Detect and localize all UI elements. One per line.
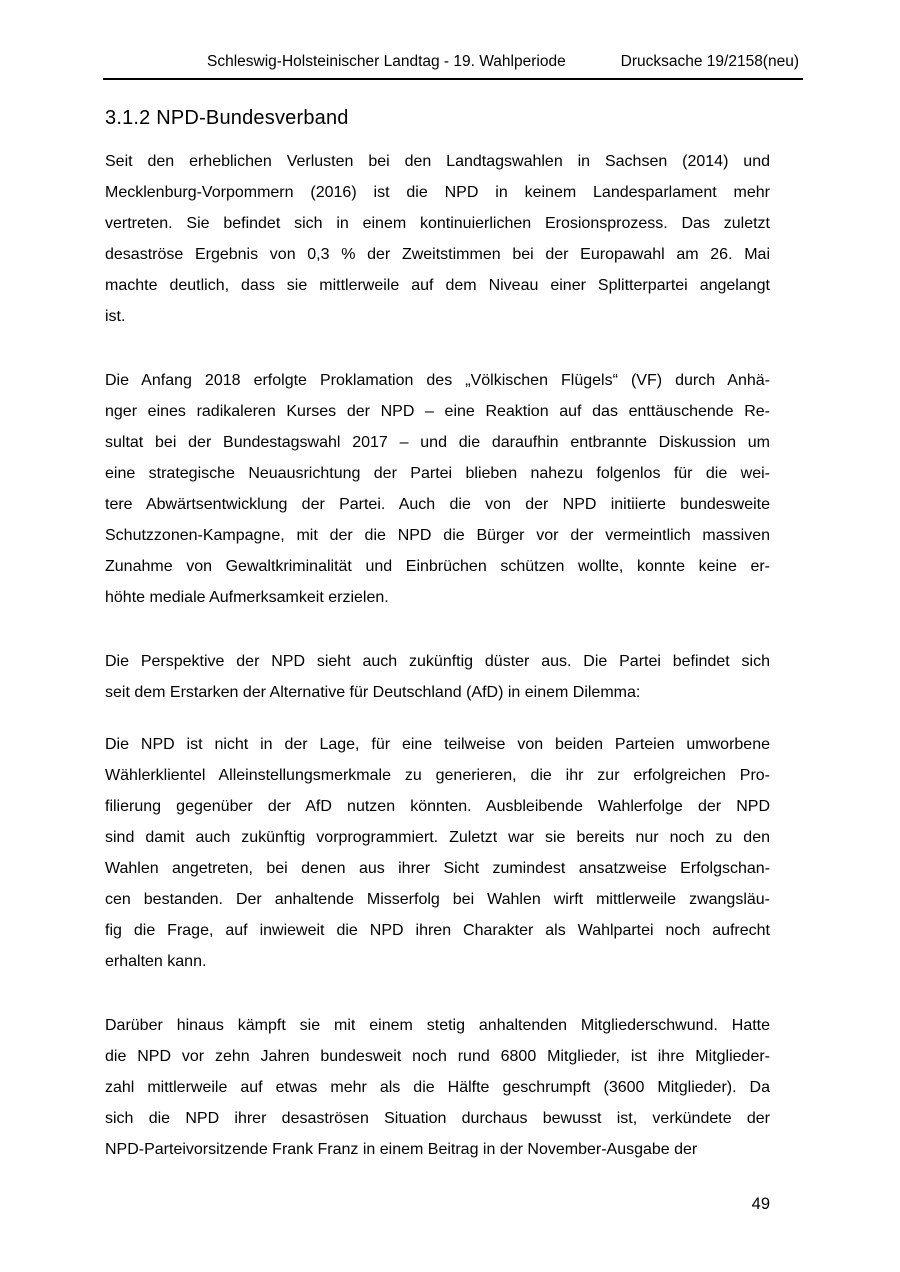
- document-content: [105, 79, 770, 1198]
- section-heading: 3.1.2 NPD-Bundesverband: [105, 107, 349, 129]
- text-line: eine strategische Neuausrichtung der Partei blieben nahezu folgenlos für die wei-: [105, 465, 770, 482]
- paragraph: [105, 1010, 770, 1165]
- text-line: nger eines radikaleren Kurses der NPD – eine Reaktion auf das enttäuschende Re-: [105, 403, 770, 420]
- header-right-text: Drucksache 19/2158(neu): [620, 53, 799, 70]
- header-left-text: Schleswig-Holsteinischer Landtag - 19. Wahlperiode: [207, 53, 566, 70]
- text-line: desaströse Ergebnis von 0,3 % der Zweitstimmen bei der Europawahl am 26. Mai: [105, 246, 770, 263]
- text-line: zahl mittlerweile auf etwas mehr als die Hälfte geschrumpft (3600 Mitglieder). Da: [105, 1079, 770, 1096]
- paragraph: [105, 146, 770, 332]
- page-number: 49: [751, 1195, 770, 1213]
- body-text: [105, 146, 770, 1165]
- page-header: [103, 0, 803, 80]
- text-line: vertreten. Sie befindet sich in einem kontinuierlichen Erosionsprozess. Das zuletzt: [105, 215, 770, 232]
- text-line: höhte mediale Aufmerksamkeit erzielen.: [105, 589, 389, 606]
- text-line: ist.: [105, 308, 126, 325]
- text-line: Die Perspektive der NPD sieht auch zukünftig düster aus. Die Partei befindet sich: [105, 653, 770, 670]
- text-line: Wählerklientel Alleinstellungsmerkmale zu generieren, die ihr zur erfolgreichen Pro-: [105, 767, 770, 784]
- text-line: Seit den erheblichen Verlusten bei den Landtagswahlen in Sachsen (2014) und: [105, 153, 770, 170]
- text-line: filierung gegenüber der AfD nutzen könnten. Ausbleibende Wahlerfolge der NPD: [105, 798, 770, 815]
- text-line: sultat bei der Bundestagswahl 2017 – und die daraufhin entbrannte Diskussion um: [105, 434, 770, 451]
- text-line: Schutzzonen-Kampagne, mit der die NPD die Bürger vor der vermeintlich massiven: [105, 527, 770, 544]
- text-line: Darüber hinaus kämpft sie mit einem stetig anhaltenden Mitgliederschwund. Hatte: [105, 1017, 770, 1034]
- text-line: Mecklenburg-Vorpommern (2016) ist die NPD in keinem Landesparlament mehr: [105, 184, 770, 201]
- text-line: fig die Frage, auf inwieweit die NPD ihren Charakter als Wahlpartei noch aufrecht: [105, 922, 770, 939]
- text-line: Die Anfang 2018 erfolgte Proklamation des „Völkischen Flügels“ (VF) durch Anhä-: [105, 372, 770, 389]
- paragraph: [105, 729, 770, 977]
- paragraph: [105, 365, 770, 613]
- text-line: seit dem Erstarken der Alternative für Deutschland (AfD) in einem Dilemma:: [105, 684, 641, 701]
- text-line: Zunahme von Gewaltkriminalität und Einbrüchen schützen wollte, konnte keine er-: [105, 558, 770, 575]
- paragraph: [105, 646, 770, 708]
- text-line: cen bestanden. Der anhaltende Misserfolg bei Wahlen wirft mittlerweile zwangsläu-: [105, 891, 770, 908]
- text-line: erhalten kann.: [105, 953, 207, 970]
- text-line: machte deutlich, dass sie mittlerweile auf dem Niveau einer Splitterpartei angelangt: [105, 277, 770, 294]
- text-line: die NPD vor zehn Jahren bundesweit noch rund 6800 Mitglieder, ist ihre Mitglieder-: [105, 1048, 770, 1065]
- text-line: Wahlen angetreten, bei denen aus ihrer Sicht zumindest ansatzweise Erfolgschan-: [105, 860, 770, 877]
- text-line: tere Abwärtsentwicklung der Partei. Auch die von der NPD initiierte bundesweite: [105, 496, 770, 513]
- text-line: sind damit auch zukünftig vorprogrammiert. Zuletzt war sie bereits nur noch zu den: [105, 829, 770, 846]
- text-line: Die NPD ist nicht in der Lage, für eine teilweise von beiden Parteien umworbene: [105, 736, 770, 753]
- text-line: NPD-Parteivorsitzende Frank Franz in einem Beitrag in der November-Ausgabe der: [105, 1141, 698, 1158]
- text-line: sich die NPD ihrer desaströsen Situation durchaus bewusst ist, verkündete der: [105, 1110, 770, 1127]
